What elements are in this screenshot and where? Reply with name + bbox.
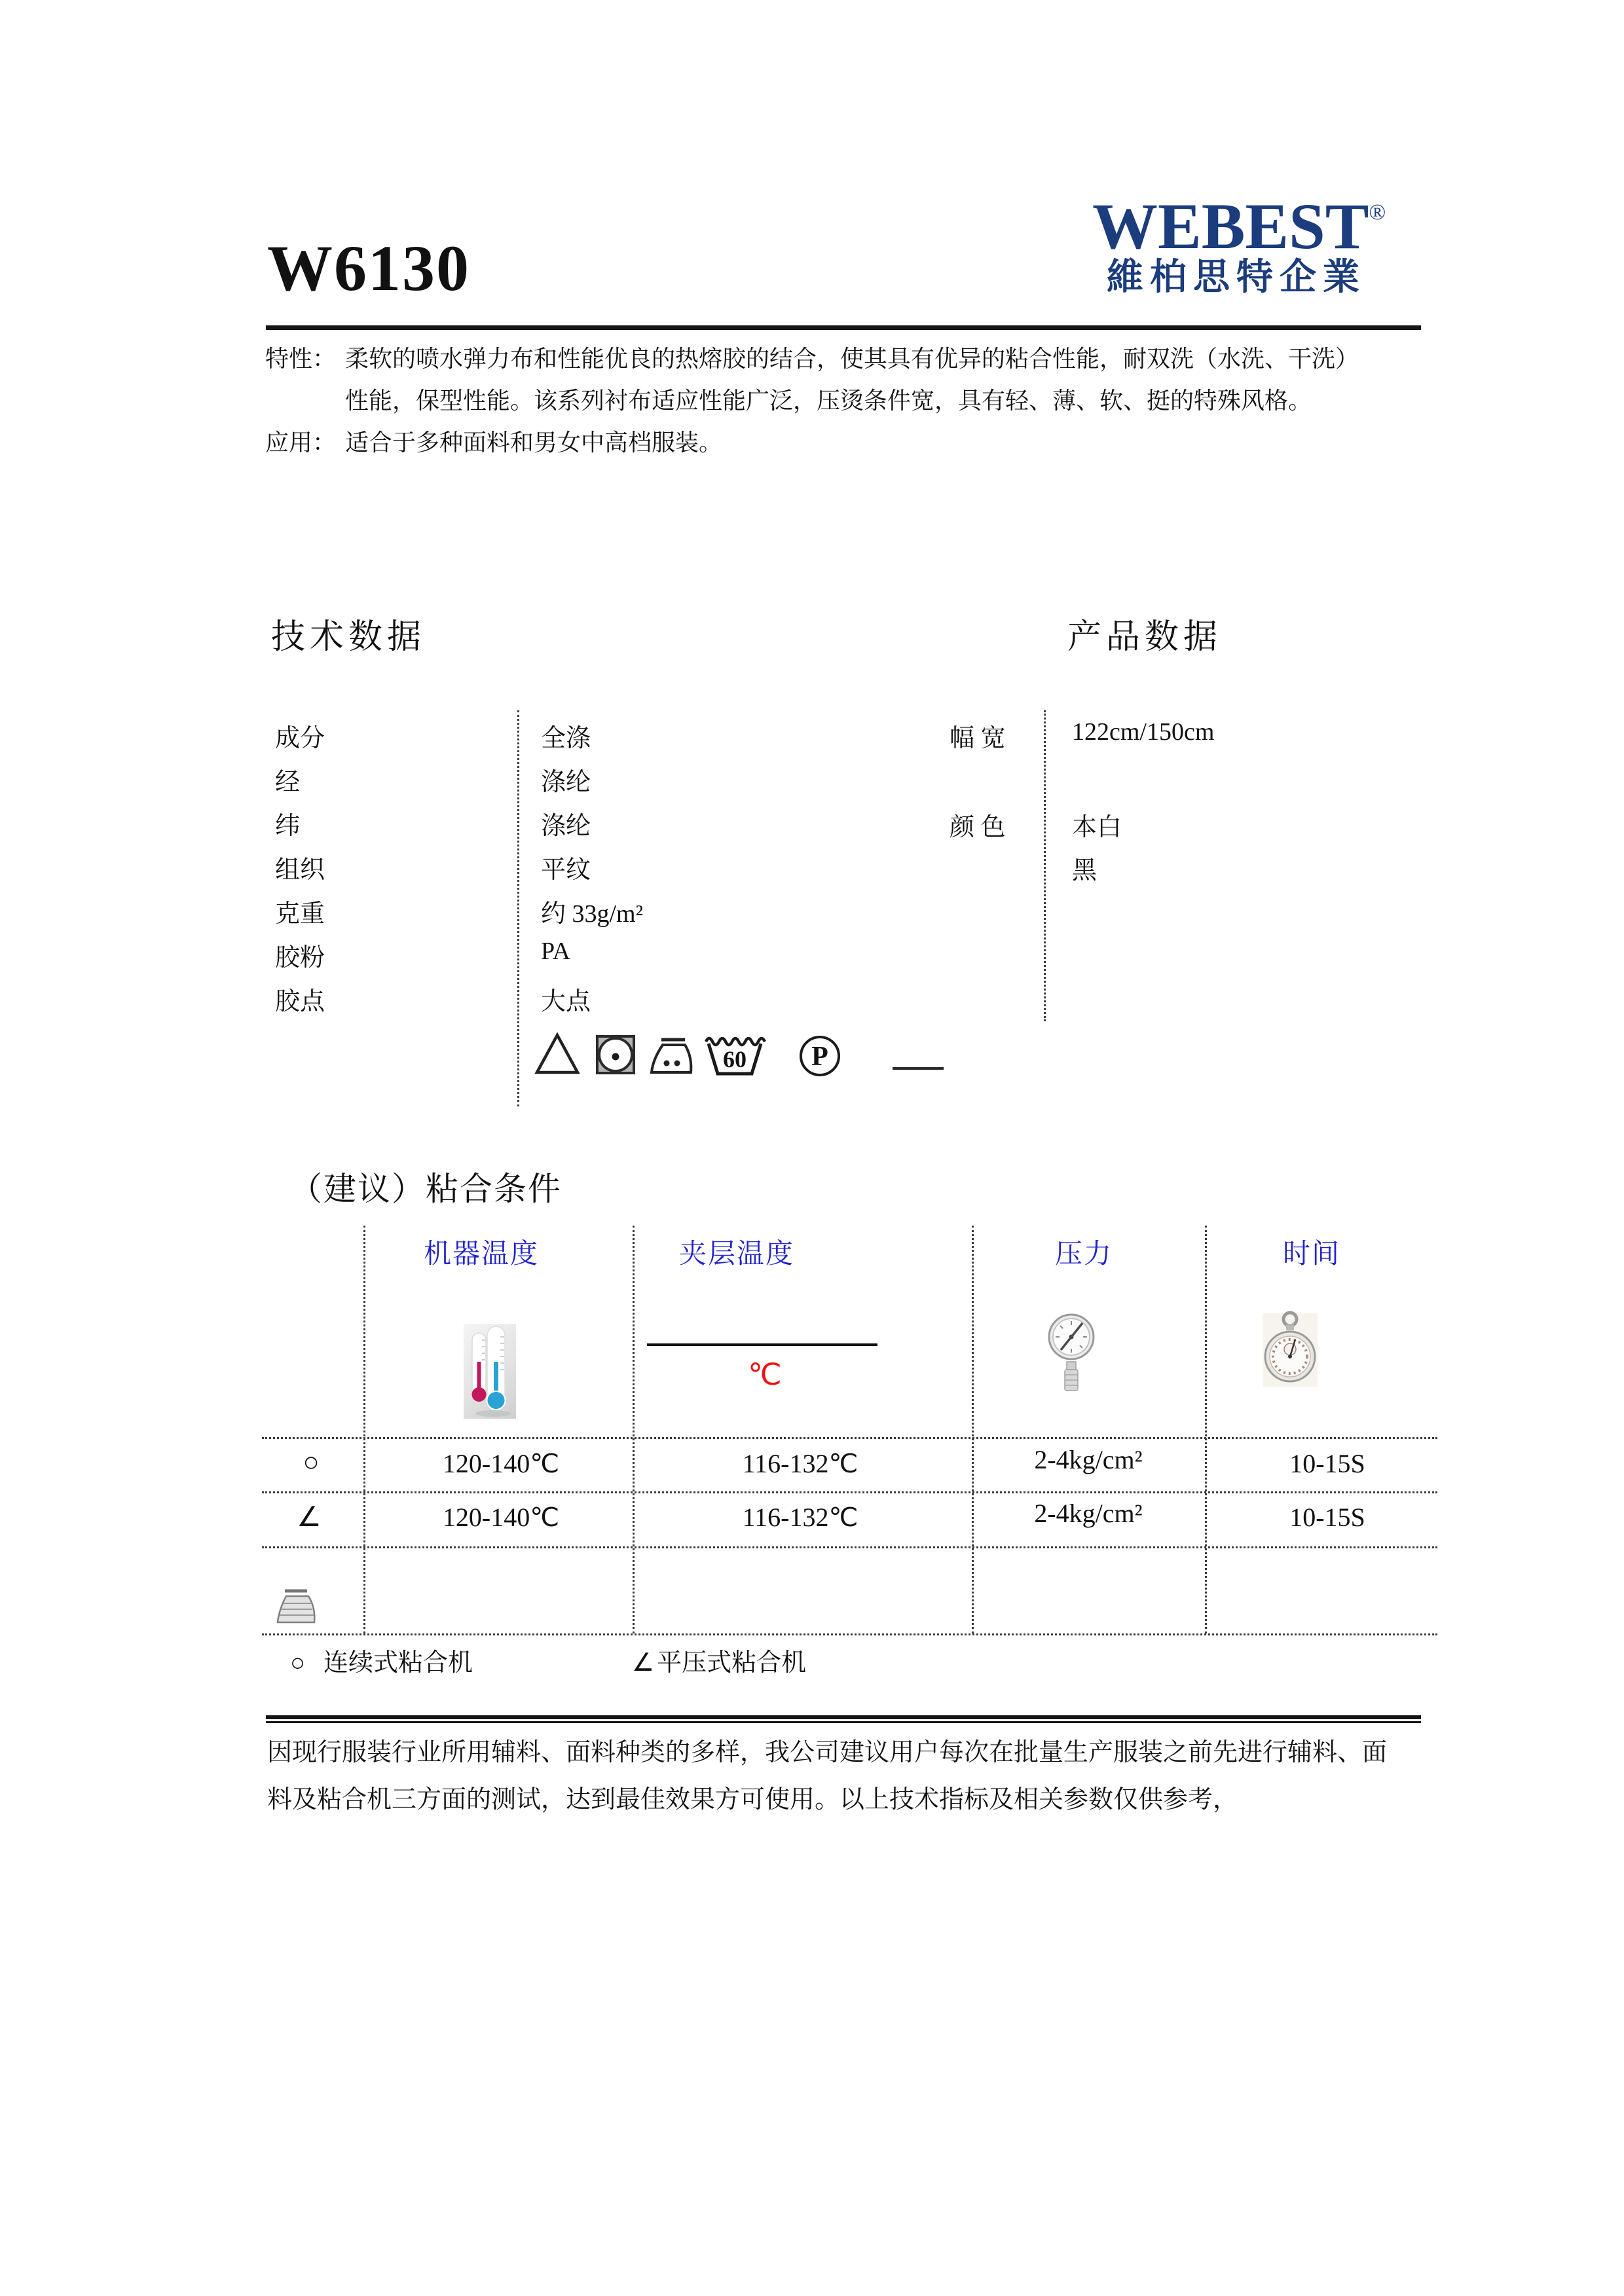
tech-row-label: 经	[275, 769, 301, 796]
cell-time: 10-15S	[1289, 1503, 1365, 1532]
feature-text-line2: 性能，保型性能。该系列衬布适应性能广泛，压烫条件宽，具有轻、薄、软、挺的特殊风格。	[345, 388, 1312, 414]
product-data-title: 产品数据	[1067, 619, 1223, 656]
interlayer-temp-line	[647, 1343, 877, 1346]
cell-machine-temp: 120-140℃	[442, 1449, 560, 1478]
bonding-row-line	[262, 1633, 1437, 1635]
legend-label: 平压式粘合机	[657, 1649, 807, 1677]
legend-symbol-angle: ∠	[632, 1649, 655, 1677]
col-header-interlayer-temp: 夹层温度	[678, 1239, 795, 1269]
bonding-col-line	[363, 1226, 365, 1633]
bonding-col-line	[972, 1226, 974, 1633]
pressure-gauge-icon	[1048, 1304, 1095, 1399]
brand-name: WEBEST	[1092, 190, 1369, 263]
footer-text-line2: 料及粘合机三方面的测试，达到最佳效果方可使用。以上技术指标及相关参数仅供参考，	[267, 1786, 1238, 1813]
application-text: 适合于多种面料和男女中高档服装。	[345, 429, 723, 456]
tech-row-value: 涤纶	[541, 812, 591, 840]
bonding-col-line	[1205, 1226, 1207, 1633]
bonding-row-line	[262, 1437, 1437, 1439]
row-symbol-continuous: ○	[303, 1448, 320, 1478]
product-row-value: 122cm/150cm	[1072, 718, 1215, 746]
tech-row-label: 胶点	[275, 988, 325, 1015]
cell-interlayer-temp: 116-132℃	[742, 1449, 858, 1478]
cell-pressure: 2-4kg/cm²	[1034, 1499, 1143, 1528]
col-header-pressure: 压力	[1054, 1239, 1113, 1269]
legend-flat-press	[632, 1642, 806, 1678]
tech-row-value: 大点	[541, 988, 591, 1015]
feature-label: 特性：	[265, 346, 337, 372]
legend-symbol-circle: ○	[290, 1649, 305, 1677]
col-header-time: 时间	[1282, 1239, 1341, 1269]
dry-clean-icon	[798, 1034, 841, 1081]
tumble-dry-icon	[595, 1034, 636, 1078]
bonding-title: （建议）粘合条件	[289, 1171, 562, 1207]
registered-trademark-icon: ®	[1369, 200, 1386, 225]
bonding-row-line	[262, 1546, 1437, 1548]
bonding-row-line	[262, 1491, 1437, 1493]
tech-table-divider	[517, 710, 519, 1106]
tech-row-label: 成分	[275, 725, 325, 752]
tech-row-label: 胶粉	[275, 944, 325, 972]
page-title: W6130	[267, 232, 470, 304]
product-row-label: 颜 色	[950, 814, 1006, 841]
brand-wordmark	[1092, 190, 1386, 263]
legend-label: 连续式粘合机	[323, 1649, 473, 1677]
cell-time: 10-15S	[1289, 1449, 1365, 1478]
celsius-symbol: ℃	[748, 1358, 782, 1391]
feature-text-line1: 柔软的喷水弹力布和性能优良的热熔胶的结合，使其具有优异的粘合性能，耐双洗（水洗、干洗）	[345, 346, 1359, 372]
tech-row-label: 纬	[275, 812, 301, 840]
cell-machine-temp: 120-140℃	[442, 1503, 560, 1532]
bonding-col-line	[633, 1226, 635, 1633]
product-row-label: 幅 宽	[950, 725, 1006, 752]
wash-temp-label: 60	[723, 1046, 747, 1072]
footer-divider	[266, 1715, 1421, 1723]
cell-pressure: 2-4kg/cm²	[1034, 1445, 1143, 1474]
application-label: 应用：	[265, 429, 337, 456]
tech-row-value: 涤纶	[541, 769, 591, 796]
stopwatch-icon	[1263, 1309, 1318, 1393]
tech-row-value: 全涤	[541, 725, 591, 752]
bleach-triangle-icon	[534, 1032, 580, 1079]
legend-continuous	[290, 1642, 473, 1678]
product-row-value: 黑	[1072, 857, 1098, 884]
tech-row-value: 约 33g/m²	[541, 900, 644, 928]
product-table-divider	[1044, 710, 1046, 1021]
thermometer-icon	[464, 1324, 516, 1419]
tech-row-label: 克重	[275, 900, 325, 928]
dry-flat-line-icon	[893, 1067, 944, 1070]
brand-logo	[1092, 190, 1386, 297]
hand-iron-row-icon	[272, 1588, 323, 1630]
tech-row-label: 组织	[275, 856, 325, 884]
col-header-machine-temp: 机器温度	[423, 1239, 540, 1269]
wash-60-icon	[703, 1032, 766, 1080]
footer-text-line1: 因现行服装行业所用辅料、面料种类的多样，我公司建议用户每次在批量生产服装之前先进行辅料、面	[267, 1739, 1388, 1766]
header-divider	[266, 325, 1421, 330]
cell-interlayer-temp: 116-132℃	[742, 1503, 858, 1532]
dry-clean-letter: P	[811, 1042, 828, 1072]
tech-row-value: 平纹	[541, 856, 591, 884]
brand-company-name: 維柏思特企業	[1107, 256, 1366, 297]
tech-data-title: 技术数据	[271, 619, 426, 656]
iron-icon	[647, 1036, 697, 1080]
product-row-value: 本白	[1072, 814, 1122, 841]
row-symbol-flat-press: ∠	[297, 1503, 322, 1533]
tech-row-value: PA	[541, 938, 571, 965]
